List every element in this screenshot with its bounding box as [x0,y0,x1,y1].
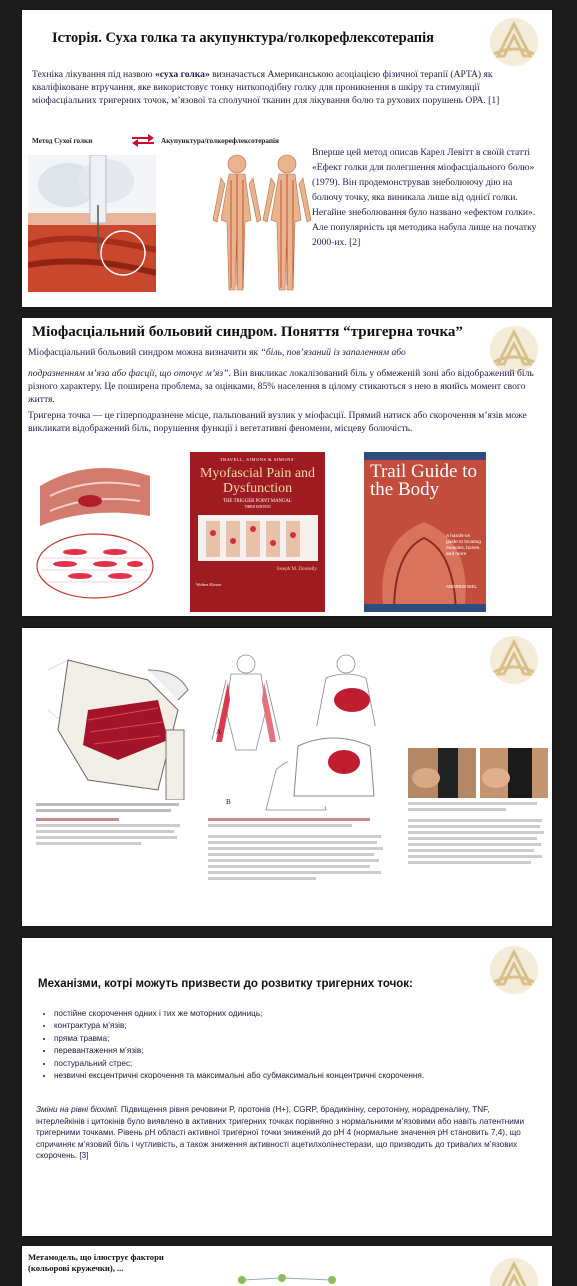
intro-text-bold: «суха голка» [155,69,210,80]
book1-title: Myofascial Pain and Dysfunction [199,466,316,496]
logo-icon [484,944,544,996]
list-item: • перевантаження м’язів; [54,1045,552,1057]
book1-edition: THIRD EDITION [244,505,271,509]
dry-needle-illustration [28,155,156,292]
figure-label-b: B [226,798,231,806]
definition-line [28,346,498,359]
slide-mechanisms [22,938,552,1236]
intro-paragraph [32,68,537,108]
list-item: • постуральний стрес; [54,1058,552,1070]
intro-text-2: визначається Американською асоціацією фізичної терапії (APTA) як кваліфіковане втручання, яке використовує тонку ниткоподібну голку для проникнення в шкіру та стимуляції міофасціальних тригерних точок, м’язової та сполучної тканин для лікування болю та рухових порушень ОРА. [1] [32,69,500,107]
slide-title: Метамодель, що ілюструє фактори (кольорові кружечки), ... [28,1252,164,1273]
logo-icon [484,634,544,686]
book2-author: ANDREW BIEL [446,584,478,589]
definition-text: Міофасціальний больовий синдром можна визначити як [28,347,261,358]
biochemistry-paragraph [36,1104,536,1162]
definition-paragraph [28,367,538,407]
definition-italic: “біль, пов’язаний із запаленням або [260,347,406,358]
book1-publisher: Wolters Kluwer [196,582,222,587]
list-item: • контрактура м’язів; [54,1020,552,1032]
book2-title: Trail Guide to the Body [370,461,477,500]
slide-metamodel [22,1246,552,1286]
figure-label-a: A [216,728,222,736]
figure-caption-right [408,800,548,918]
label-dry-needle: Метод Сухої голки [32,137,93,145]
shoulder-pain-figure [288,726,380,806]
acupuncture-figures-illustration [207,150,322,300]
definition-italic-cont: подразненням м’яза або фасції, що оточує м’яз” [28,368,229,379]
slide-myofascial [22,318,552,616]
palpation-photos [408,748,548,798]
trigger-point-diagram [30,456,160,606]
figure-caption-middle [208,816,388,920]
book1-authors: TRAVELL, SIMONS & SIMONS' [219,457,296,462]
list-item: • постійне скорочення одних і тих же моторних одиниць; [54,1008,552,1020]
slide-title: Міофасціальний больовий синдром. Поняття “тригерна точка” [32,324,463,340]
mechanisms-list [32,1008,552,1082]
slide-title: Історія. Суха голка та акупунктура/голкорефлексотерапія [52,30,434,46]
metamodel-diagram [222,1270,372,1286]
biochemistry-lead: Зміни на рівні біохімії. [36,1105,119,1114]
book-cover-myofascial-pain [190,452,325,612]
label-acupuncture: Акупунктура/голкорефлексотерапія [161,137,279,145]
biochemistry-text: Підвищення рівня речовини P, протонів (H+), CGRP, брадикініну, серотоніну, норадреналіну, TNF, інтерлейкінів і цитокінів було виявлено в активних тригерних точках порівняно з нормальними м’язовими або навіть латентними тригерними точками. Рівень pH області активної тригерної точки знижений до pH 4 (нормальне значення pH становить 7,4), що спричиняє м’язовий біль і чутливість, а також зниження активності ацетилхолінестерази, що призводить до тривалих м’язових скорочень. [3] [36,1105,525,1161]
figure-caption-left [36,800,186,918]
history-side-text: Вперше цей метод описав Карел Левітт в своїй статті «Ефект голки для полегшення міофасціального болю» (1979). Він продемонстрував знеболюючу дію на болючу точку, яка виникала лише від однієї голки. Негайне знеболювання було названо «ефектом голки». Але популярність ця методика набула лише на початку 2000-их. [2] [312,147,537,248]
infraspinatus-trigger-figure [28,650,196,800]
book1-anatomy-icon [198,515,318,561]
slide-history [22,10,552,307]
book2-blurb: A hands-on guide to locating muscles, bones, and more [446,534,481,557]
definition-cont: . Він викликає локалізований біль у обмеженій зоні або відображений біль різного характеру. Це поширена проблема, за оцінками, 85% населення в цілому стикаються з нею в якийсь момент свого життя. [28,368,534,406]
slide-title: Механізми, котрі можуть призвести до розвитку тригерних точок: [38,978,413,990]
comparison-arrows-icon [130,133,156,147]
book-cover-trail-guide [364,452,486,612]
list-item: • пряма травма; [54,1033,552,1045]
trigger-point-paragraph: Тригерна точка — це гіперподразнене місце, пальпований вузлик у міофасції. Прямий натиск або скорочення м’язів може викликати відображений біль, порушення функції і вегетативні феномени, місцеву болючість. [28,410,527,435]
logo-icon [484,1256,544,1286]
logo-icon [484,16,544,68]
list-item: • незвичні ексцентричні скорочення та максимальні або субмаксимальні концентричні скорочення. [54,1070,552,1082]
book1-author: Joseph M. Donnelly [276,567,317,572]
intro-text-1: Техніка лікування під назвою [32,69,155,80]
book1-subtitle: THE TRIGGER POINT MANUAL [223,499,292,504]
slide-anatomy-figures [22,628,552,926]
